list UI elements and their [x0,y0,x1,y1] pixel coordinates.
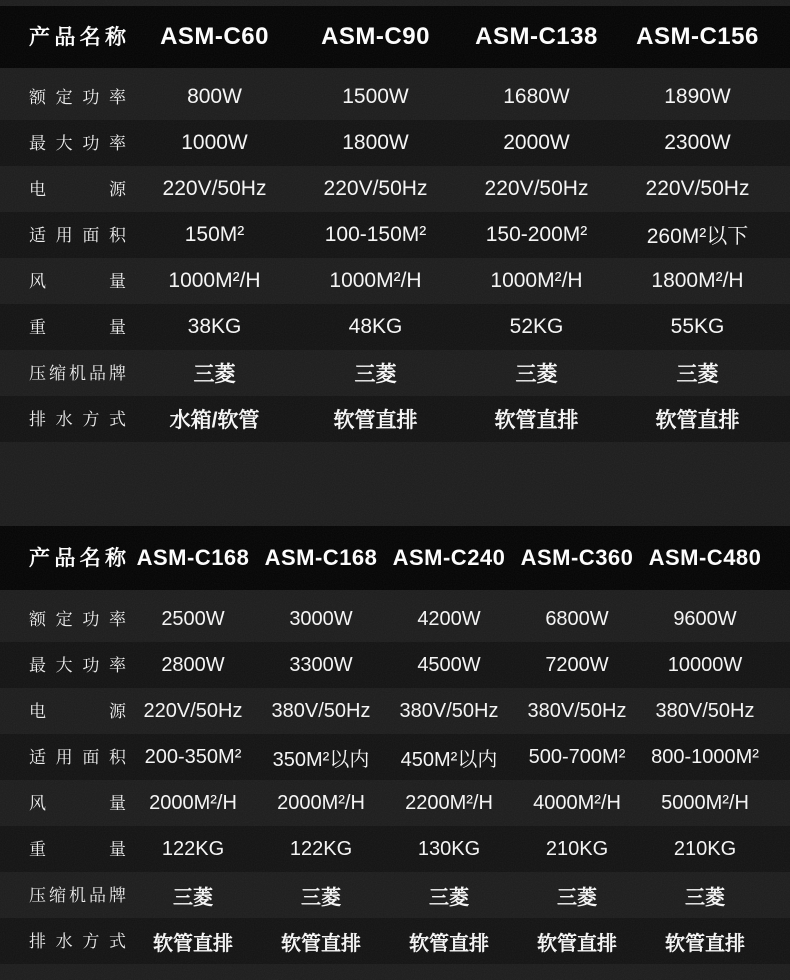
spec-value: 1000M²/H [168,269,261,292]
products-header-label: 产品名称 [29,546,126,570]
spec-value: 122KG [161,837,225,860]
row-label: 电源 [29,179,126,199]
spec-value: 220V/50Hz [162,177,267,200]
row-label: 排水方式 [29,931,126,951]
model-name: ASM-C240 [392,545,506,570]
spec-value: 3000W [289,607,353,630]
spec-value: 软管直排 [281,932,361,955]
spec-value: 软管直排 [655,409,740,432]
spec-value: 水箱/软管 [169,409,260,432]
spec-value: 150M² [184,223,245,246]
spec-rows [0,590,790,964]
model-name: ASM-C138 [475,23,598,50]
spec-value: 软管直排 [153,932,233,955]
spec-value: 1500W [342,85,409,108]
table-header [0,526,790,590]
spec-row [0,826,790,872]
spec-value: 软管直排 [494,409,579,432]
row-label: 压缩机品牌 [29,363,126,383]
spec-value: 三菱 [676,363,719,386]
spec-value: 4500W [417,653,481,676]
model-name: ASM-C168 [264,545,378,570]
spec-row [0,350,790,396]
row-label: 重量 [29,317,126,337]
spec-value: 2000M²/H [149,791,237,814]
spec-value: 软管直排 [665,932,745,955]
spec-value: 三菱 [354,363,397,386]
table-header [0,6,790,68]
spec-value: 220V/50Hz [323,177,428,200]
spec-value: 6800W [545,607,609,630]
spec-value: 三菱 [685,886,725,909]
spec-row [0,166,790,212]
model-name: ASM-C90 [321,23,430,50]
spec-value: 100-150M² [324,223,427,246]
spec-value: 2000W [503,131,570,154]
spec-value: 三菱 [429,886,469,909]
spec-value: 2300W [664,131,731,154]
model-name: ASM-C156 [636,23,759,50]
spec-value: 380V/50Hz [655,699,755,722]
spec-value: 55KG [670,315,725,338]
spec-value: 4200W [417,607,481,630]
row-label: 风量 [29,793,126,813]
row-label: 电源 [29,701,126,721]
spec-value: 三菱 [515,363,558,386]
spec-row [0,734,790,780]
products-header-label: 产品名称 [29,25,126,49]
spec-row [0,596,790,642]
spec-value: 220V/50Hz [484,177,589,200]
spec-value: 200-350M² [144,745,242,768]
spec-value: 3300W [289,653,353,676]
spec-value: 1890W [664,85,731,108]
spec-value: 800-1000M² [651,745,759,768]
row-label: 重量 [29,839,126,859]
spec-rows [0,68,790,442]
spec-row [0,258,790,304]
spec-row [0,918,790,964]
spec-value: 122KG [289,837,353,860]
model-name: ASM-C360 [520,545,634,570]
spec-value: 4000M²/H [533,791,621,814]
row-label: 适用面积 [29,747,126,767]
spec-value: 2800W [161,653,225,676]
spec-value: 10000W [667,653,743,676]
spec-value: 1680W [503,85,570,108]
spec-row [0,212,790,258]
spec-value: 软管直排 [333,409,418,432]
row-label: 额定功率 [29,609,126,629]
spec-value: 48KG [348,315,403,338]
spec-value: 260M²以下 [646,225,749,248]
spec-row [0,120,790,166]
spec-value: 三菱 [173,886,213,909]
model-name: ASM-C480 [648,545,762,570]
spec-row [0,304,790,350]
spec-value: 350M²以内 [272,748,370,771]
model-name: ASM-C168 [136,545,250,570]
spec-row [0,396,790,442]
spec-value: 1800W [342,131,409,154]
spec-table-2 [0,526,790,964]
spec-value: 800W [187,85,242,108]
spec-value: 2500W [161,607,225,630]
spec-value: 450M²以内 [400,748,498,771]
spec-row [0,642,790,688]
spec-value: 380V/50Hz [399,699,499,722]
spec-value: 38KG [187,315,242,338]
spec-value: 210KG [545,837,609,860]
spec-value: 9600W [673,607,737,630]
row-label: 额定功率 [29,87,126,107]
row-label: 压缩机品牌 [29,885,126,905]
spec-value: 380V/50Hz [527,699,627,722]
spec-row [0,688,790,734]
row-label: 最大功率 [29,133,126,153]
spec-row [0,780,790,826]
spec-value: 2200M²/H [405,791,493,814]
spec-value: 130KG [417,837,481,860]
spec-row [0,872,790,918]
spec-value: 1800M²/H [651,269,744,292]
spec-value: 三菱 [301,886,341,909]
spec-value: 380V/50Hz [271,699,371,722]
spec-value: 1000M²/H [329,269,422,292]
spec-value: 1000M²/H [490,269,583,292]
spec-value: 软管直排 [409,932,489,955]
spec-value: 220V/50Hz [143,699,243,722]
spec-value: 2000M²/H [277,791,365,814]
spec-value: 52KG [509,315,564,338]
spec-value: 三菱 [193,363,236,386]
spec-table-1 [0,6,790,442]
row-label: 排水方式 [29,409,126,429]
model-name: ASM-C60 [160,23,269,50]
spec-value: 三菱 [557,886,597,909]
table-gap [0,442,790,526]
row-label: 适用面积 [29,225,126,245]
spec-value: 210KG [673,837,737,860]
row-label: 风量 [29,271,126,291]
spec-value: 5000M²/H [661,791,749,814]
spec-value: 7200W [545,653,609,676]
row-label: 最大功率 [29,655,126,675]
spec-value: 220V/50Hz [645,177,750,200]
spec-row [0,74,790,120]
spec-value: 500-700M² [528,745,626,768]
spec-value: 1000W [181,131,248,154]
spec-value: 软管直排 [537,932,617,955]
spec-value: 150-200M² [485,223,588,246]
